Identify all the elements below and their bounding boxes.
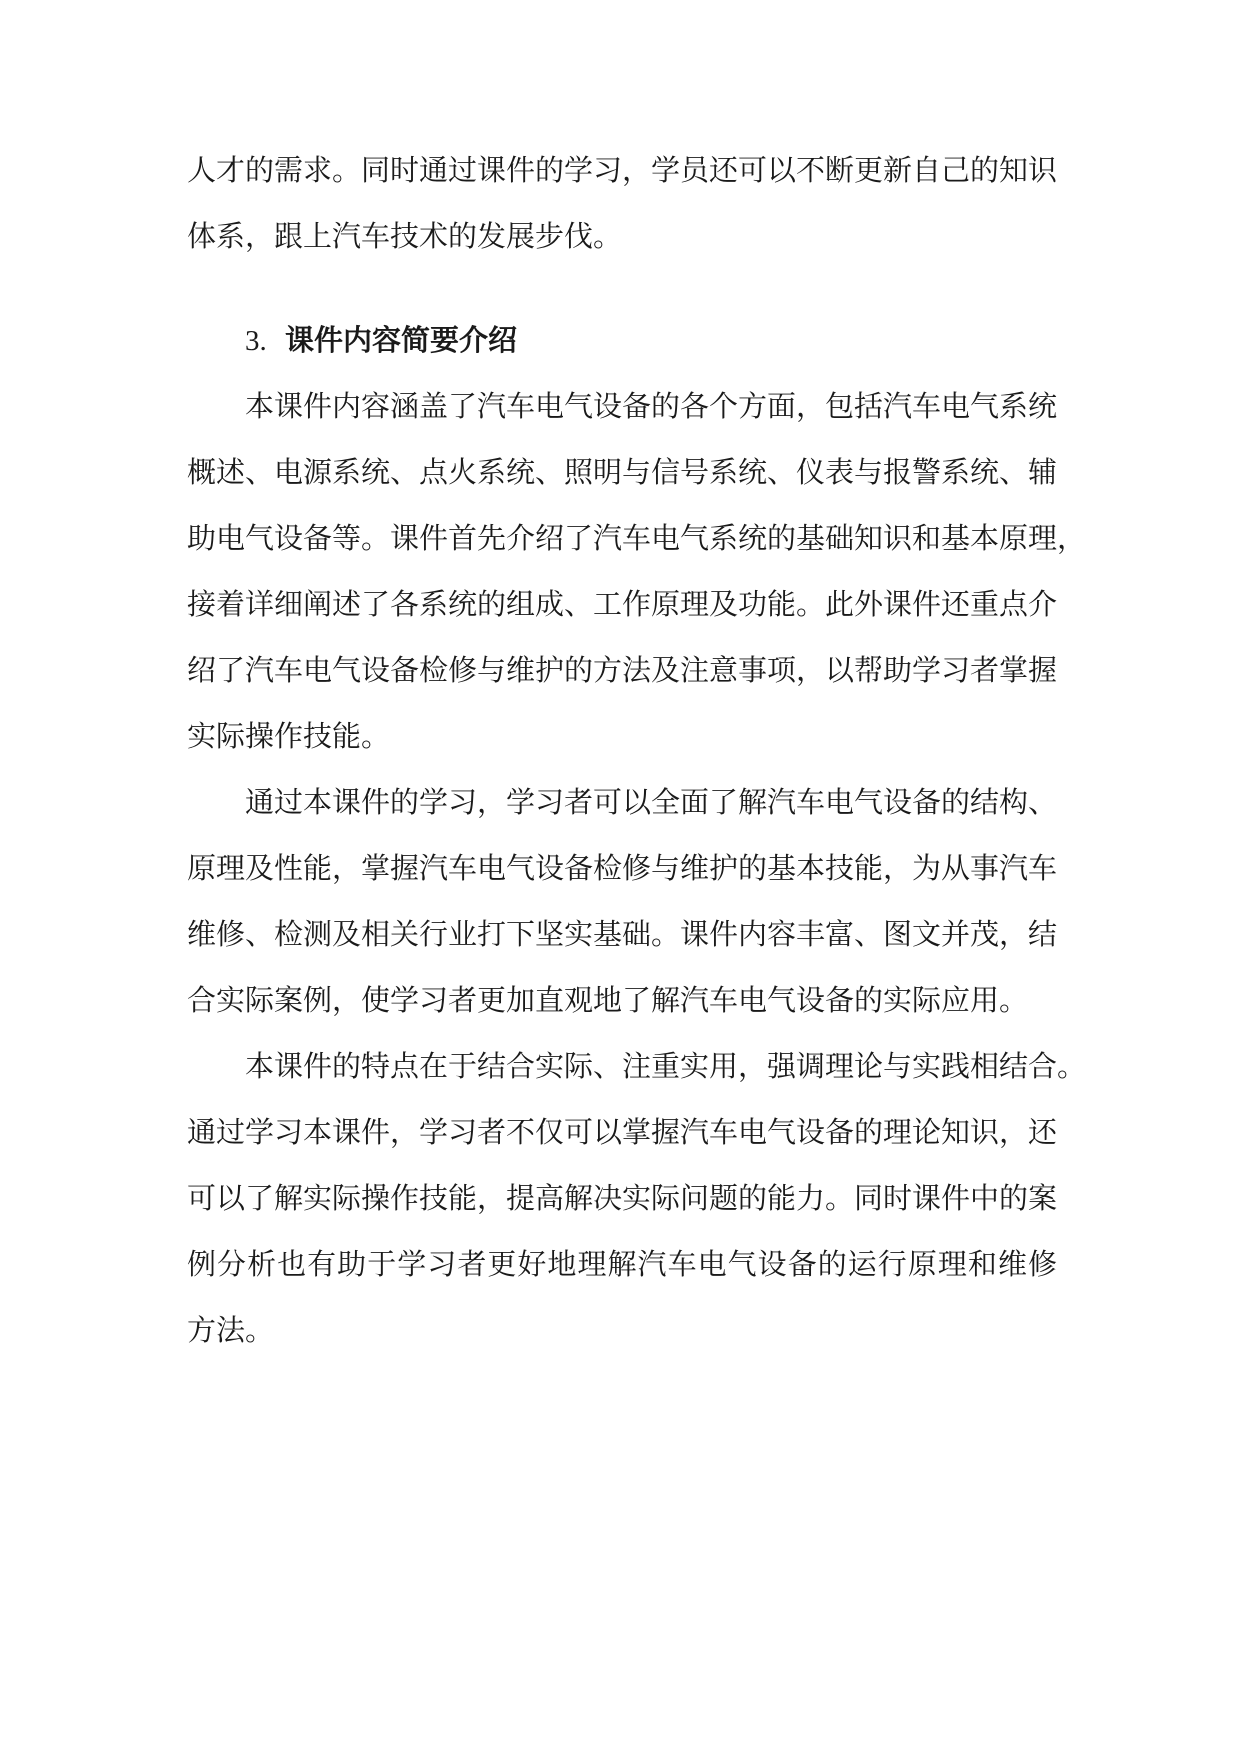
- paragraph-3: [187, 1033, 1087, 1363]
- text-line: 维修、检测及相关行业打下坚实基础。课件内容丰富、图文并茂，结: [187, 917, 1058, 951]
- text-line: 体系，跟上汽车技术的发展步伐。: [187, 219, 623, 253]
- text-line: 合实际案例，使学习者更加直观地了解汽车电气设备的实际应用。: [187, 983, 1029, 1017]
- section-title: 课件内容简要介绍: [285, 323, 518, 357]
- text-line: 绍了汽车电气设备检修与维护的方法及注意事项，以帮助学习者掌握: [187, 653, 1058, 687]
- document-body: [187, 137, 1087, 1363]
- text-line: 实际操作技能。: [187, 719, 391, 753]
- text-line: 通过本课件的学习，学习者可以全面了解汽车电气设备的结构、: [245, 785, 1058, 819]
- text-line: 可以了解实际操作技能，提高解决实际问题的能力。同时课件中的案: [187, 1181, 1058, 1215]
- text-line: 助电气设备等。课件首先介绍了汽车电气系统的基础知识和基本原理，: [187, 521, 1087, 555]
- text-line: 本课件的特点在于结合实际、注重实用，强调理论与实践相结合。: [245, 1049, 1087, 1083]
- paragraph-2: [187, 769, 1057, 1033]
- text-line: 原理及性能，掌握汽车电气设备检修与维护的基本技能，为从事汽车: [187, 851, 1058, 885]
- section-heading: [187, 307, 1057, 373]
- paragraph-intro-continued: [187, 137, 1057, 269]
- paragraph-1: [187, 373, 1087, 769]
- text-line: 本课件内容涵盖了汽车电气设备的各个方面，包括汽车电气系统: [245, 389, 1058, 423]
- text-line: 方法。: [187, 1313, 275, 1347]
- text-line: 人才的需求。同时通过课件的学习，学员还可以不断更新自己的知识: [187, 153, 1058, 187]
- text-line: 概述、电源系统、点火系统、照明与信号系统、仪表与报警系统、辅: [187, 455, 1058, 489]
- text-line: 例分析也有助于学习者更好地理解汽车电气设备的运行原理和维修: [187, 1247, 1057, 1281]
- section-number: 3.: [245, 325, 267, 357]
- text-line: 通过学习本课件，学习者不仅可以掌握汽车电气设备的理论知识，还: [187, 1115, 1058, 1149]
- text-line: 接着详细阐述了各系统的组成、工作原理及功能。此外课件还重点介: [187, 587, 1058, 621]
